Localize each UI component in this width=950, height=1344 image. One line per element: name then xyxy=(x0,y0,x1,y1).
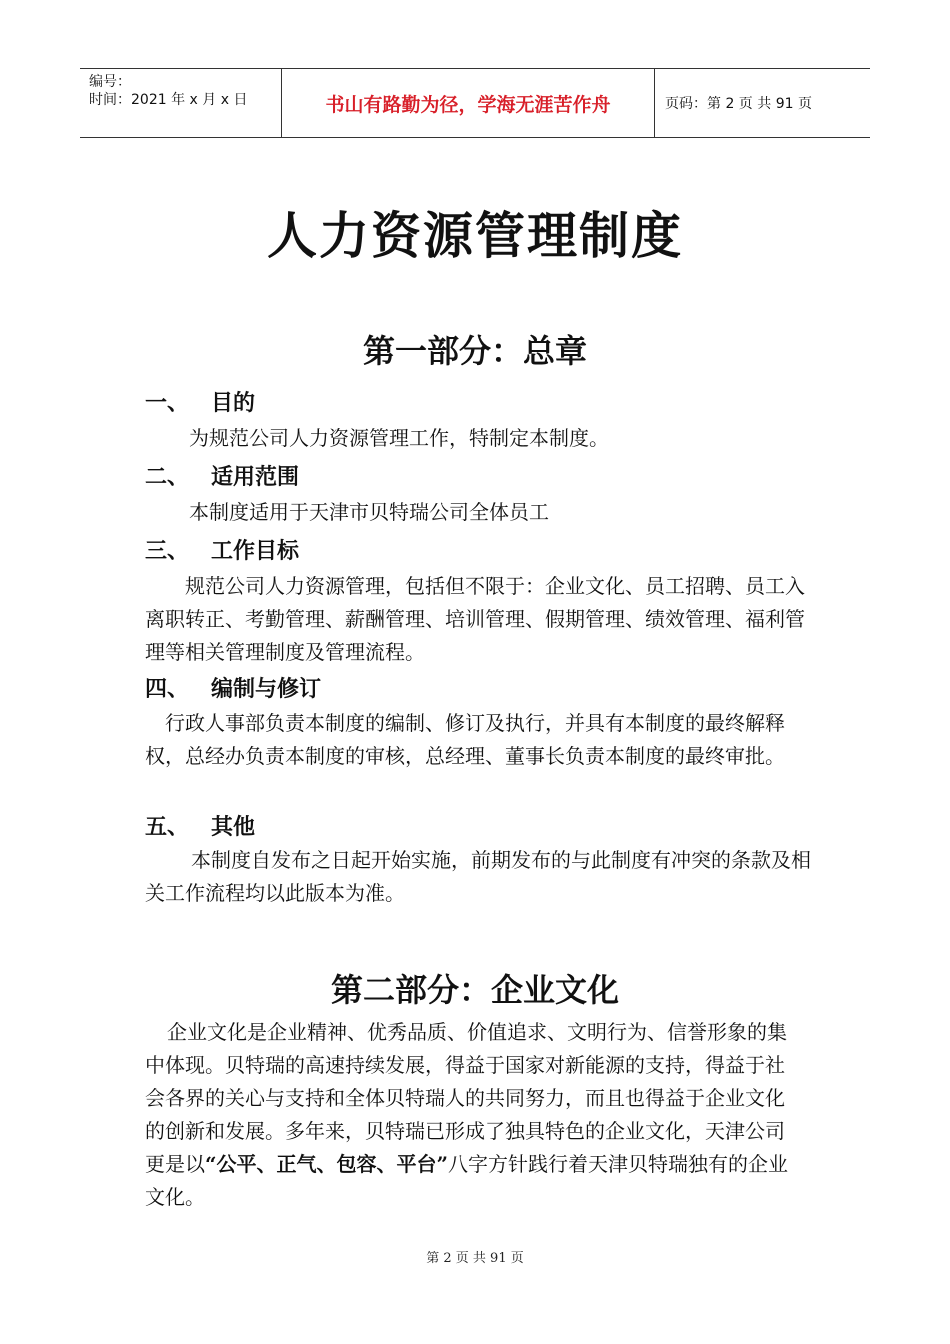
page-header xyxy=(80,68,870,138)
section-title: 适用范围 xyxy=(211,465,300,490)
section-1-text: 为规范公司人力资源管理工作，特制定本制度。 xyxy=(189,426,609,450)
header-motto: 书山有路勤为径，学海无涯苦作舟 xyxy=(282,69,655,137)
section-3-text: 规范公司人力资源管理，包括但不限于：企业文化、员工招聘、员工入离职转正、考勤管理、薪酬管理、培训管理、假期管理、绩效管理、福利管理等相关管理制度及管理流程。 xyxy=(145,574,805,664)
page-footer: 第 2 页 共 91 页 xyxy=(426,1251,524,1266)
part2-heading: 第二部分：企业文化 xyxy=(330,971,619,1009)
header-meta-cell xyxy=(80,69,282,137)
header-page-info: 页码：第 2 页 共 91 页 xyxy=(665,96,812,112)
section-3-heading xyxy=(145,534,299,565)
section-number: 五、 xyxy=(145,815,190,840)
section-number: 四、 xyxy=(145,677,190,702)
document-title: 人力资源管理制度 xyxy=(267,207,683,265)
section-4-heading xyxy=(145,672,321,703)
section-1-heading xyxy=(145,386,255,417)
section-5-text: 本制度自发布之日起开始实施，前期发布的与此制度有冲突的条款及相关工作流程均以此版本为准。 xyxy=(145,848,811,905)
part2-bold-motto: “公平、正气、包容、平台” xyxy=(205,1152,449,1176)
section-number: 三、 xyxy=(145,539,190,564)
time-label: 时间：2021 年 x 月 x 日 xyxy=(89,92,248,108)
section-5-heading xyxy=(145,810,255,841)
section-title: 编制与修订 xyxy=(211,677,322,702)
part2-text-after: 八字方针践行着天津贝特瑞独有的企业文化。 xyxy=(145,1152,789,1209)
section-title: 工作目标 xyxy=(211,539,300,564)
section-4-text: 行政人事部负责本制度的编制、修订及执行，并具有本制度的最终解释权，总经办负责本制度的审核，总经理、董事长负责本制度的最终审批。 xyxy=(145,711,785,768)
section-title: 目的 xyxy=(211,391,256,416)
section-2-heading xyxy=(145,460,299,491)
section-number: 二、 xyxy=(145,465,190,490)
section-number: 一、 xyxy=(145,391,190,416)
number-label: 编号： xyxy=(89,74,131,90)
part1-heading: 第一部分：总章 xyxy=(362,332,587,370)
part2-paragraph xyxy=(145,1016,795,1214)
part2-text-before: 企业文化是企业精神、优秀品质、价值追求、文明行为、信誉形象的集中体现。贝特瑞的高速持续发展，得益于国家对新能源的支持，得益于社会各界的关心与支持和全体贝特瑞人的共同努力，而且也得益于企业文化的创新和发展。多年来，贝特瑞已形成了独具特色的企业文化，天津公司更是以 xyxy=(145,1020,787,1176)
section-title: 其他 xyxy=(211,815,256,840)
section-2-text: 本制度适用于天津市贝特瑞公司全体员工 xyxy=(189,500,549,524)
